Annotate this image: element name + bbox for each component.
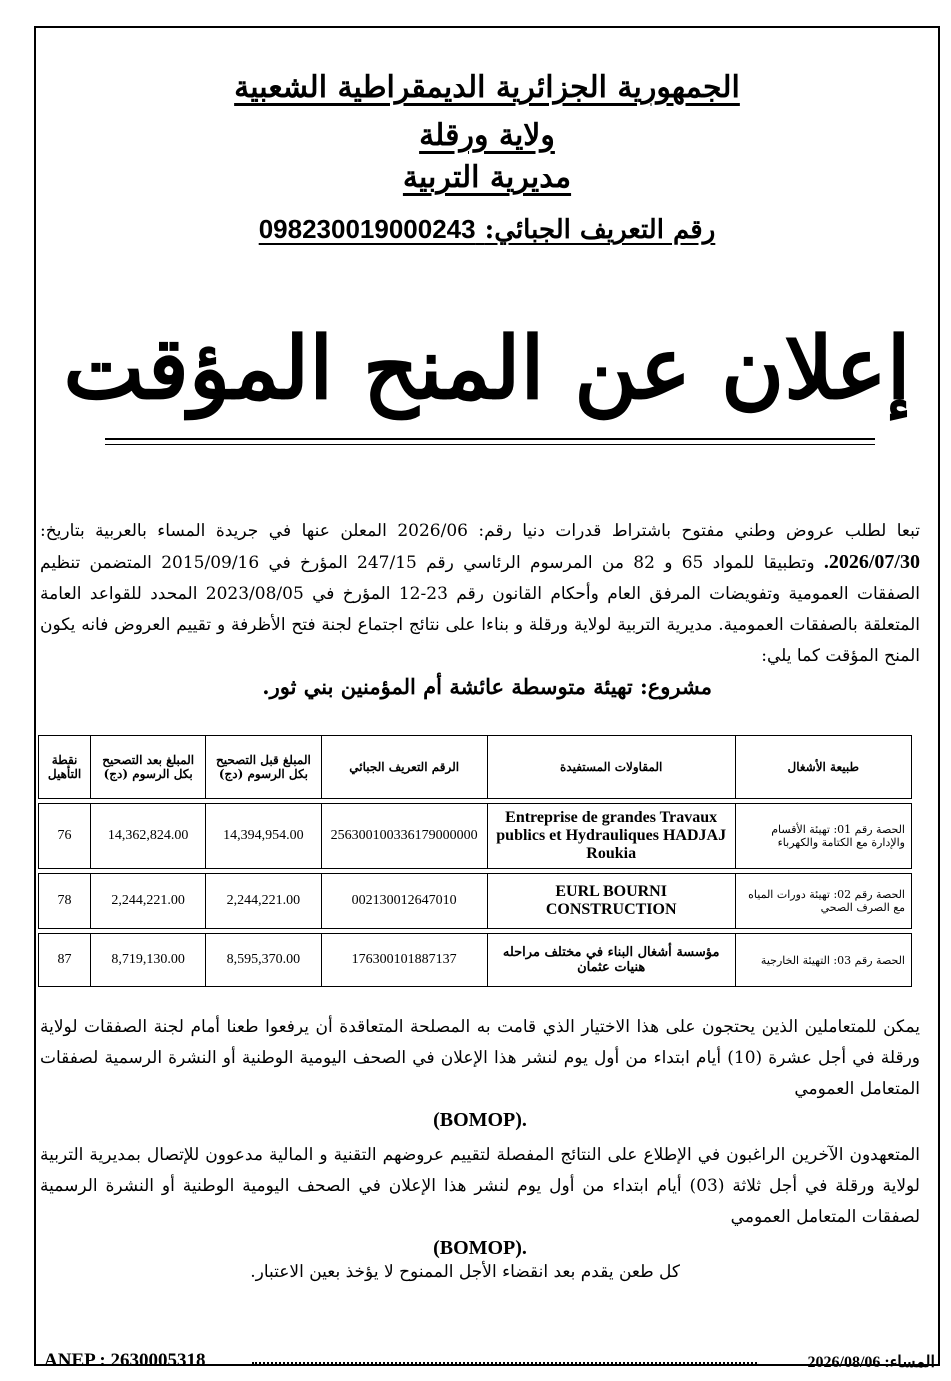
info-paragraph <box>40 1140 920 1264</box>
cell-nif: 002130012647010 <box>321 874 487 929</box>
awards-table <box>38 735 912 987</box>
appeal-bomop: (BOMOP). <box>433 1109 527 1131</box>
intro-date: 2026/07/30. <box>823 551 920 573</box>
cell-before: 14,394,954.00 <box>206 804 321 869</box>
directorate-heading: مديرية التربية <box>402 160 572 195</box>
cell-score: 78 <box>39 874 91 929</box>
col-score: نقطة التأهيل <box>39 736 91 799</box>
tax-id-label: رقم التعريف الجبائي: <box>484 215 716 245</box>
publication-info <box>808 1352 935 1372</box>
title-divider <box>105 438 875 440</box>
republic-heading: الجمهورية الجزائرية الديمقراطية الشعبية <box>234 70 740 105</box>
cell-score: 76 <box>39 804 91 869</box>
cell-enterprise: Entreprise de grandes Travaux publics et Hydrauliques HADJAJ Roukia <box>487 804 735 869</box>
cell-after: 2,244,221.00 <box>91 874 206 929</box>
publication-date: 2026/08/06 <box>807 1354 881 1371</box>
wilaya-heading: ولاية ورقلة <box>419 118 555 153</box>
tax-id-value: 098230019000243 <box>258 214 476 244</box>
cell-before: 2,244,221.00 <box>206 874 321 929</box>
footer-dotted-rule <box>252 1362 757 1364</box>
tax-id-line <box>34 214 940 245</box>
col-nature: طبيعة الأشغال <box>735 736 911 799</box>
col-before: المبلغ قبل التصحيح بكل الرسوم (دج) <box>206 736 321 799</box>
closing-note: كل طعن يقدم بعد انقضاء الأجل الممنوح لا يؤخذ بعين الاعتبار. <box>250 1262 680 1282</box>
cell-nature: الحصة رقم 02: تهيئة دورات المياه مع الصرف الصحي <box>735 874 911 929</box>
cell-nif: 256300100336179000000 <box>321 804 487 869</box>
table-header-row <box>39 736 912 799</box>
cell-score: 87 <box>39 934 91 987</box>
info-text: المتعهدون الآخرين الراغبون في الإطلاع على النتائج المفصلة لتقييم عروضهم التقنية و المالية مدعوون للإتصال بمديرية التربية لولاية ورقلة في أجل ثلاثة (03) أيام ابتداء من أول يوم لنشر هذا الإعلان في الصحف اليومية الوطنية أو النشرة الرسمية لصفقات المتعامل العمومي <box>40 1145 920 1227</box>
intro-text-1: تبعا لطلب عروض وطني مفتوح باشتراط قدرات دنيا رقم: 2026/06 المعلن عنها في جريدة المساء بالعربية بتاريخ: <box>40 521 920 541</box>
appeal-text: يمكن للمتعاملين الذين يحتجون على هذا الاختيار الذي قامت به المصلحة المتعاقدة أن يرفعوا طعنا أمام لجنة الصفقات لولاية ورقلة في أجل عشرة (10) أيام ابتداء من أول يوم لنشر هذا الإعلان في الصحف اليومية الوطنية أو النشرة الرسمية لصفقات المتعامل العمومي <box>40 1017 920 1099</box>
cell-nature: الحصة رقم 03: التهيئة الخارجية <box>735 934 911 987</box>
info-bomop: (BOMOP). <box>433 1237 527 1259</box>
table-row <box>39 804 912 869</box>
cell-after: 14,362,824.00 <box>91 804 206 869</box>
cell-nature: الحصة رقم 01: تهيئة الأقسام والإدارة مع الكتامة والكهرباء <box>735 804 911 869</box>
intro-text-2: وتطبيقا للمواد 65 و 82 من المرسوم الرئاسي رقم 247/15 المؤرخ في 2015/09/16 المتضمن تنظيم الصفقات العمومية وتفويضات المرفق العام وأحكام القانون رقم 23-12 المؤرخ في 2023/08/05 المحدد للقواعد العامة المتعلقة بالصفقات العمومية. مديرية التربية لولاية ورقلة و بناءا على نتائج اجتماع لجنة فتح الأظرفة و تقييم العروض فانه يكون المنح المؤقت كما يلي: <box>40 553 920 666</box>
appeal-paragraph <box>40 1012 920 1136</box>
cell-before: 8,595,370.00 <box>206 934 321 987</box>
cell-after: 8,719,130.00 <box>91 934 206 987</box>
page-title: إعلان عن المنح المؤقت <box>63 318 911 419</box>
project-title: مشروع: تهيئة متوسطة عائشة أم المؤمنين بني ثور. <box>262 674 712 699</box>
table-row <box>39 874 912 929</box>
table-row <box>39 934 912 987</box>
cell-nif: 176300101887137 <box>321 934 487 987</box>
cell-enterprise: مؤسسة أشغال البناء في مختلف مراحله هنيات عثمان <box>487 934 735 987</box>
intro-paragraph <box>40 516 920 672</box>
anep-reference: ANEP : 2630005318 <box>44 1350 206 1371</box>
col-nif: الرقم التعريف الجبائي <box>321 736 487 799</box>
col-after: المبلغ بعد التصحيح بكل الرسوم (دج) <box>91 736 206 799</box>
newspaper-name: المساء: <box>884 1354 935 1371</box>
cell-enterprise: EURL BOURNI CONSTRUCTION <box>487 874 735 929</box>
col-enterprise: المقاولات المستفيدة <box>487 736 735 799</box>
title-divider-thin <box>105 444 875 445</box>
